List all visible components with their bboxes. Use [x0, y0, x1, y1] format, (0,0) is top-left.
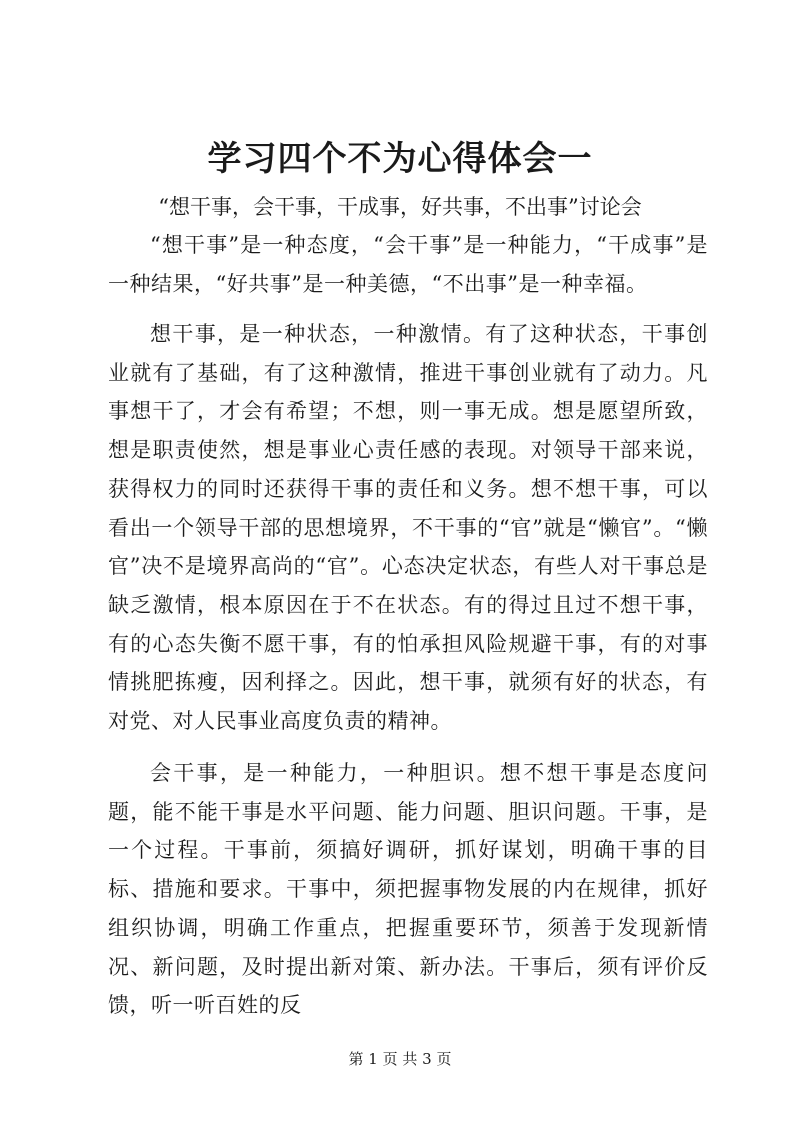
paragraph-1: “想干事”是一种态度，“会干事”是一种能力，“干成事”是一种结果，“好共事”是一种美德，“不出事”是一种幸福。 [108, 233, 708, 296]
paragraph-2: 想干事，是一种状态，一种激情。有了这种状态，干事创业就有了基础，有了这种激情，推进干事创业就有了动力。凡事想干了，才会有希望；不想，则一事无成。想是愿望所致，想是职责使然，想是事业心责任感的表现。对领导干部来说，获得权力的同时还获得干事的责任和义务。想不想干事，可以看出一个领导干部的思想境界，不干事的“官”就是“懒官”。“懒官”决不是境界高尚的“官”。心态决定状态，有些人对干事总是缺乏激情，根本原因在于不在状态。有的得过且过不想干事，有的心态失衡不愿干事，有的怕承担风险规避干事，有的对事情挑肥拣瘦，因利择之。因此，想干事，就须有好的状态，有对党、对人民事业高度负责的精神。 [108, 322, 708, 734]
subtitle: “想干事，会干事，干成事，好共事，不出事”讨论会 [158, 195, 642, 219]
paragraph-3: 会干事，是一种能力，一种胆识。想不想干事是态度问题，能不能干事是水平问题、能力问题、胆识问题。干事，是一个过程。干事前，须搞好调研，抓好谋划，明确干事的目标、措施和要求。干事中，须把握事物发展的内在规律，抓好组织协调，明确工作重点，把握重要环节，须善于发现新情况、新问题，及时提出新对策、新办法。干事后，须有评价反馈，听一听百姓的反 [108, 761, 708, 1018]
page-title: 学习四个不为心得体会一 [207, 139, 593, 179]
page-footer: 第 1 页 共 3 页 [348, 1050, 452, 1068]
